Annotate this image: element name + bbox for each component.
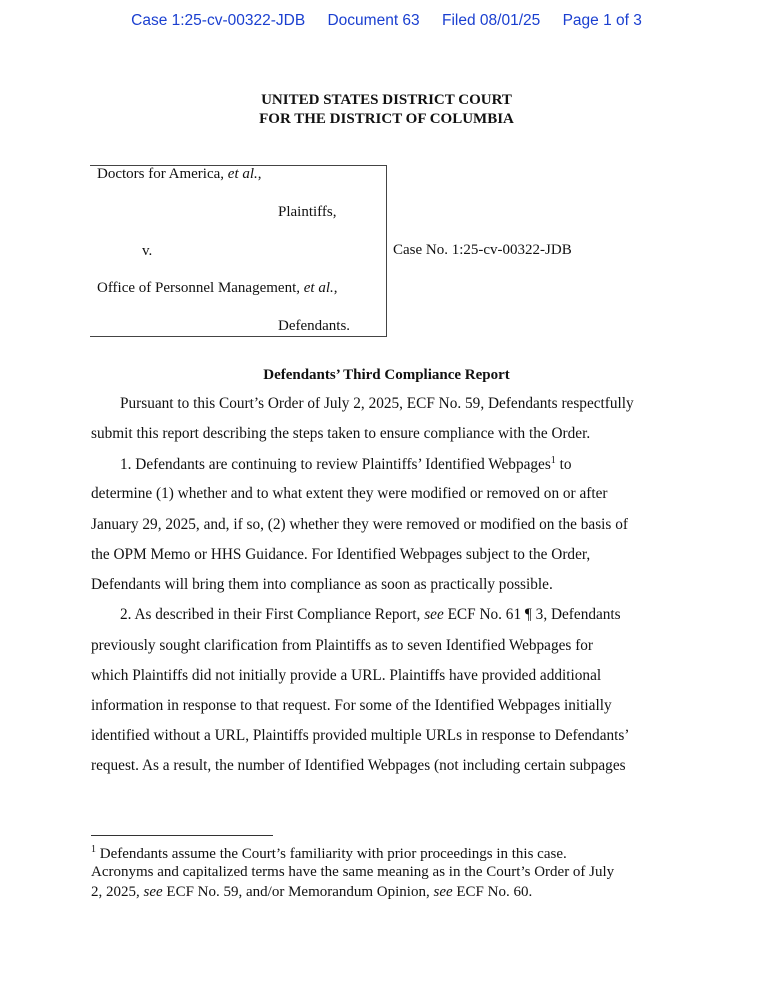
plaintiff-line [97,166,262,183]
footnote-divider [91,835,273,836]
body-text: 1. Defendants are continuing to review Plaintiffs’ Identified Webpages [120,456,551,474]
body-text: ECF No. 61 ¶ 3, Defendants [443,606,621,623]
see-signal: see [424,606,444,623]
ecf-header [0,12,773,30]
defendant-et-al: et al. [303,280,334,296]
body-line: information in response to that request. For some of the Identified Webpages initially [91,697,612,714]
court-heading [0,91,773,129]
footnote-marker: 1 [91,844,96,855]
footnote-reference: 1 [550,455,556,466]
footnote-text: ECF No. 60. [452,884,533,900]
defendant-comma: , [333,280,338,296]
footnote-text: Defendants assume the Court’s familiarity with prior proceedings in this case. [96,846,567,862]
body-line: identified without a URL, Plaintiffs provided multiple URLs in response to Defendants’ [91,727,630,744]
body-line: which Plaintiffs did not initially provide a URL. Plaintiffs have provided additional [91,667,602,684]
body-line: Defendants will bring them into compliance as soon as practically possible. [91,576,553,593]
versus: v. [142,243,153,259]
plaintiffs-label: Plaintiffs, [278,204,337,220]
defendants-label: Defendants. [278,318,351,334]
see-signal: see [143,884,163,900]
filed-date-header: Filed 08/01/25 [442,12,541,29]
case-number: Case No. 1:25-cv-00322-JDB [393,242,572,258]
body-line: January 29, 2025, and, if so, (2) whether they were removed or modified on the basis of [91,516,628,533]
body-line [120,455,572,474]
footnote-text: ECF No. 59, and/or Memorandum Opinion, [162,884,434,900]
plaintiff-name: Doctors for America, [97,166,228,182]
footnote-text: 2, 2025, [91,884,144,900]
body-line: Pursuant to this Court’s Order of July 2, 2025, ECF No. 59, Defendants respectfully [120,395,634,412]
plaintiff-et-al: et al. [227,166,258,182]
see-signal: see [433,884,453,900]
body-line [120,606,621,624]
page-count-header: Page 1 of 3 [562,12,642,29]
court-district: FOR THE DISTRICT OF COLUMBIA [259,111,514,127]
body-line: previously sought clarification from Plaintiffs as to seven Identified Webpages for [91,637,594,654]
defendant-line [97,280,338,297]
body-line: the OPM Memo or HHS Guidance. For Identified Webpages subject to the Order, [91,546,591,563]
document-title: Defendants’ Third Compliance Report [263,367,510,383]
footnote-line: Acronyms and capitalized terms have the same meaning as in the Court’s Order of July [91,864,615,880]
body-line: determine (1) whether and to what extent they were modified or removed on or after [91,485,608,502]
body-text: to [555,456,572,474]
body-text: 2. As described in their First Compliance Report, [120,606,425,623]
case-caption-box [90,165,387,337]
footnote-line [91,844,567,863]
body-line: submit this report describing the steps taken to ensure compliance with the Order. [91,425,591,442]
footnote-line [91,884,532,901]
defendant-name: Office of Personnel Management, [97,280,304,296]
court-name: UNITED STATES DISTRICT COURT [261,92,512,108]
plaintiff-comma: , [257,166,262,182]
body-line: request. As a result, the number of Identified Webpages (not including certain subpages [91,757,626,774]
case-number-header: Case 1:25-cv-00322-JDB [131,12,306,29]
document-number-header: Document 63 [327,12,420,29]
